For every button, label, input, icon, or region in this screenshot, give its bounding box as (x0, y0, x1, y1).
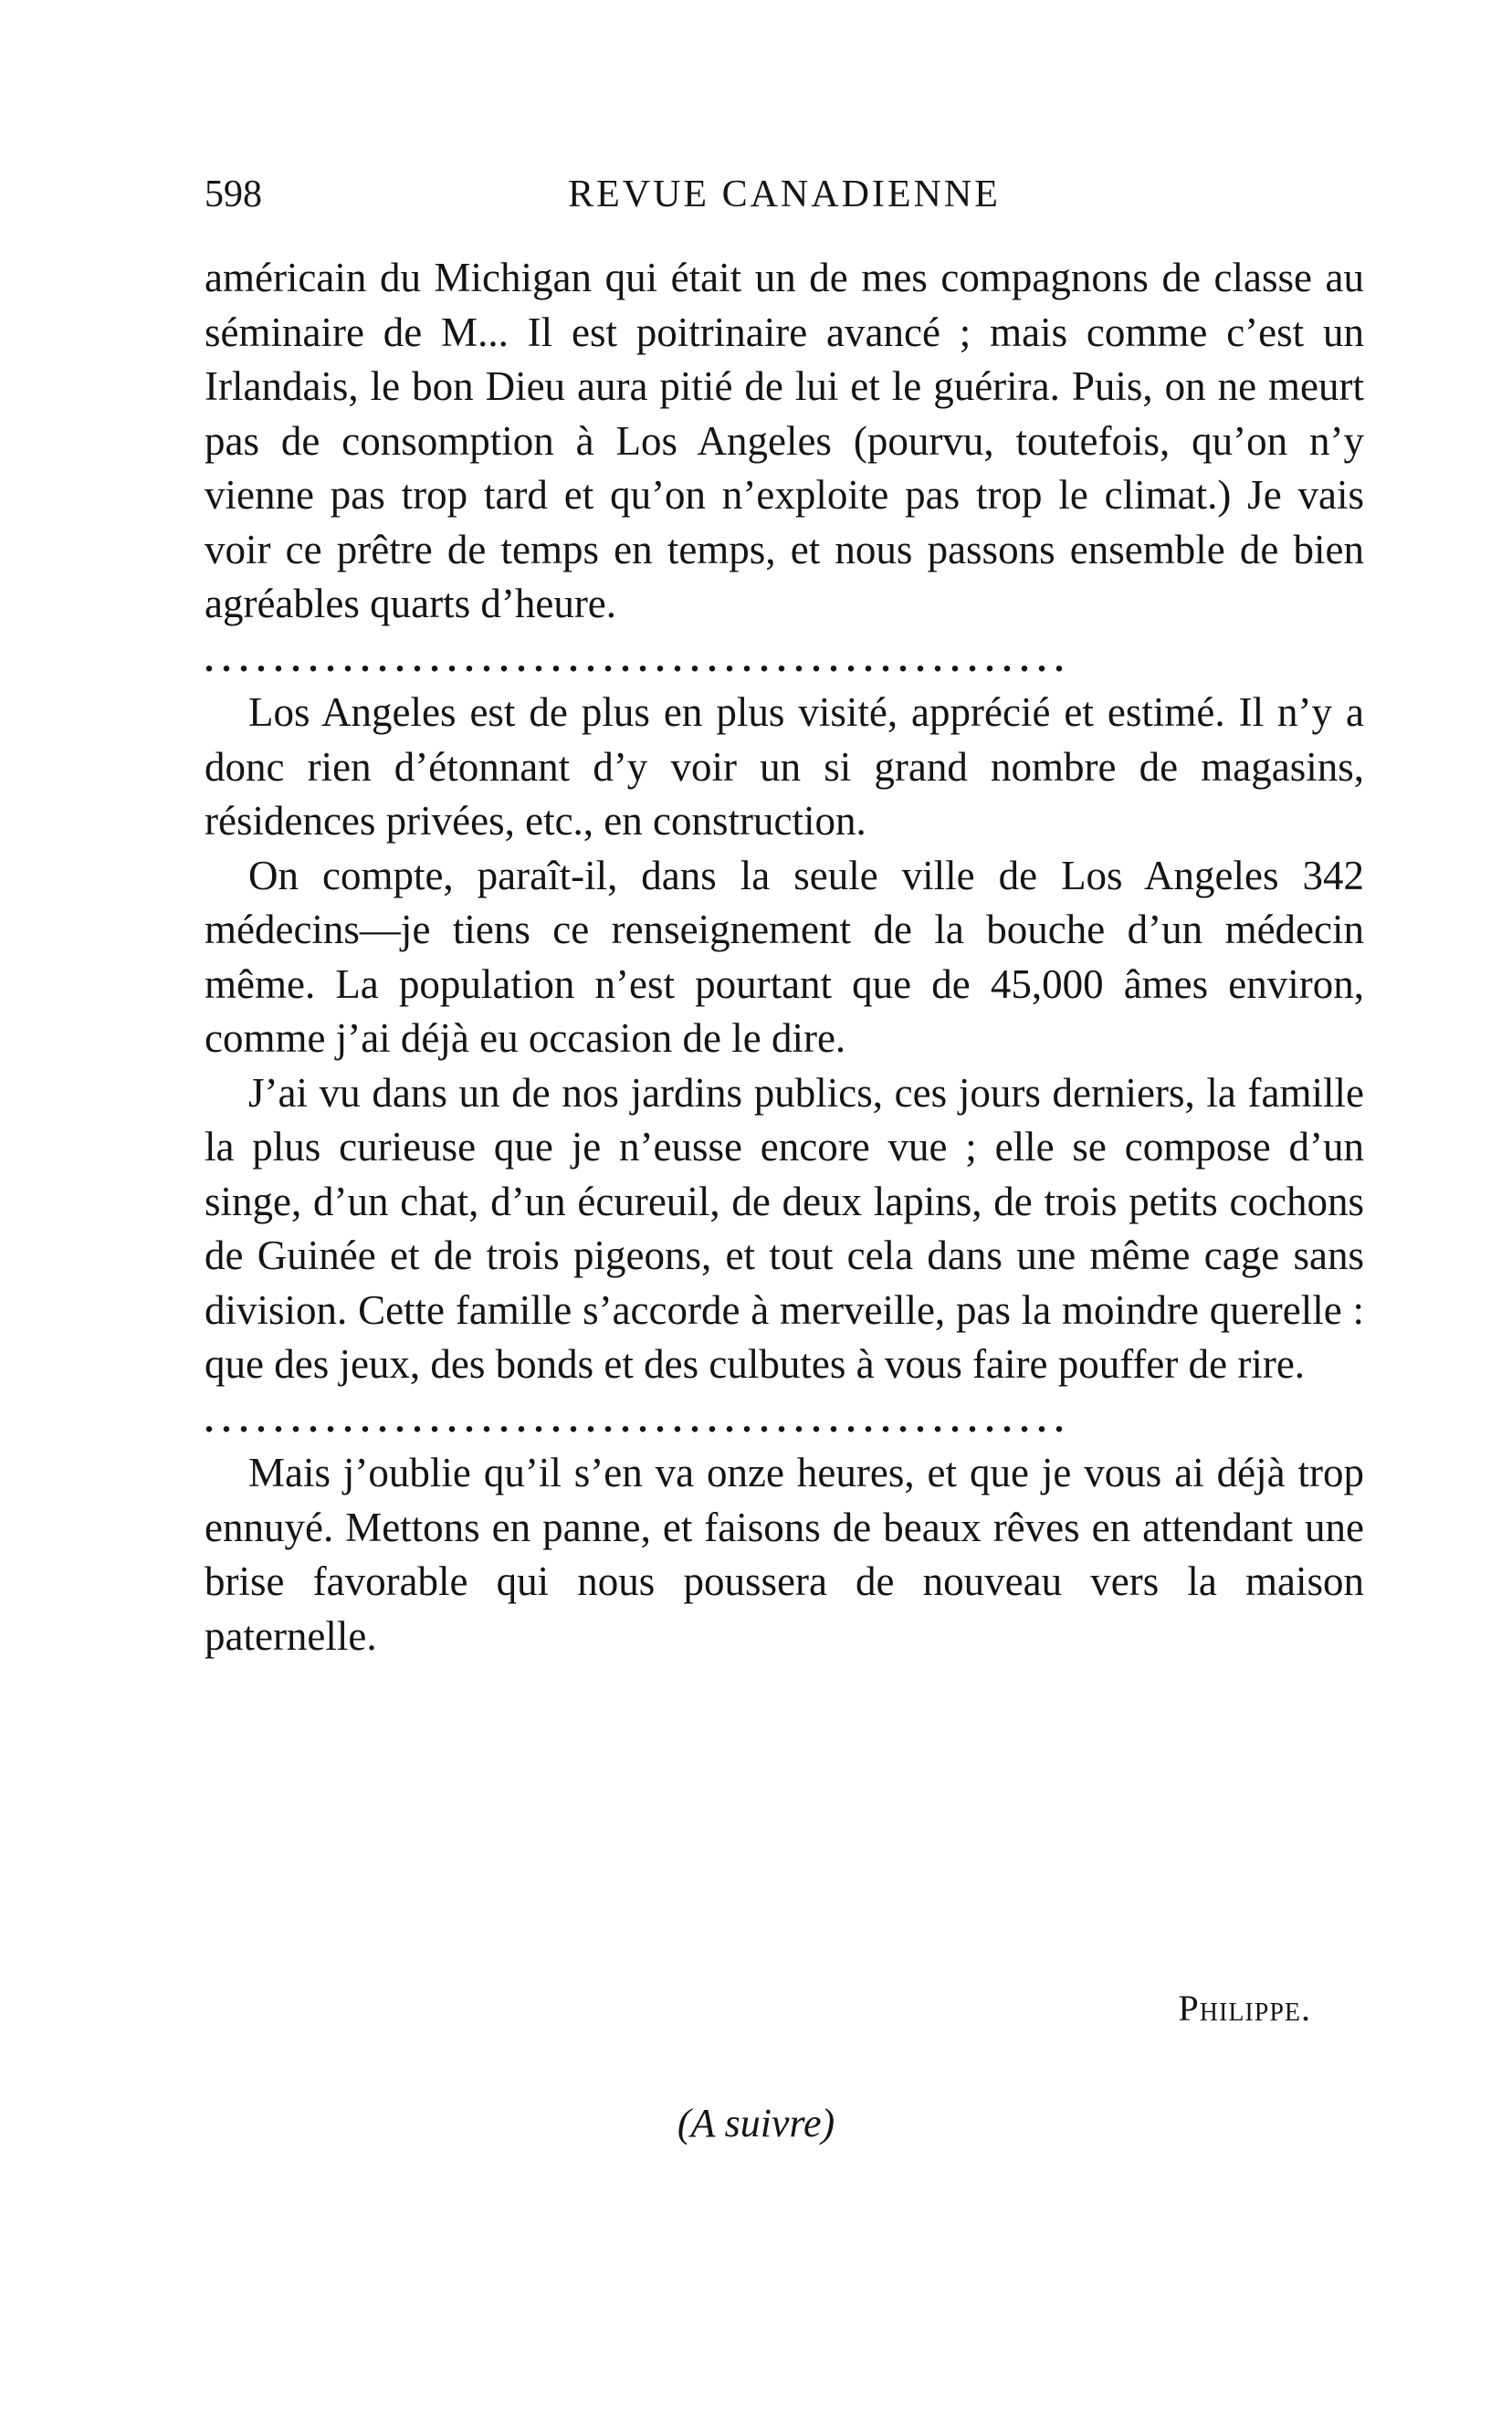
paragraph-los-angeles-visite: Los Angeles est de plus en plus visité, apprécié et estimé. Il n’y a donc rien d’étonnant d’y voir un si grand nombre de magasins, résidences privées, etc., en construction. (205, 689, 1364, 844)
continued-note: (A suivre) (677, 2101, 835, 2145)
body-text (205, 251, 1364, 1663)
dotted-separator-2: .................................................. (205, 1398, 1072, 1440)
page-header (205, 172, 1364, 217)
paragraph-medecins: On compte, paraît-il, dans la seule ville de Los Angeles 342 médecins—je tiens ce renseignement de la bouche d’un médecin même. La population n’est pourtant que de 45,000 âmes environ, comme j’ai déjà eu occasion de le dire. (205, 852, 1364, 1061)
dotted-separator-1: .................................................. (205, 637, 1072, 679)
author-signature: Philippe. (1178, 1988, 1311, 2029)
page-number: 598 (205, 173, 262, 215)
paragraph-continuation: américain du Michigan qui était un de mes compagnons de classe au séminaire de M... Il est poitrinaire avancé ; mais comme c’est un Irlandais, le bon Dieu aura pitié de lui et le guérira. Puis, on ne meurt pas de consomption à Los Angeles (pourvu, toutefois, qu’on n’y vienne pas trop tard et qu’on n’exploite pas trop le climat.) Je vais voir ce prêtre de temps en temps, et nous passons ensemble de bien agréables quarts d’heure. (205, 255, 1364, 626)
paragraph-famille-curieuse: J’ai vu dans un de nos jardins publics, ces jours derniers, la famille la plus curieuse que je n’eusse encore vue ; elle se compose d’un singe, d’un chat, d’un écureuil, de deux lapins, de trois petits cochons de Guinée et de trois pigeons, et tout cela dans une même cage sans division. Cette famille s’accorde à merveille, pas la moindre querelle : que des jeux, des bonds et des culbutes à vous faire pouffer de rire. (205, 1069, 1364, 1387)
paragraph-closing: Mais j’oublie qu’il s’en va onze heures, et que je vous ai déjà trop ennuyé. Mettons en panne, et faisons de beaux rêves en attendant une brise favorable qui nous poussera de nouveau vers la maison paternelle. (205, 1450, 1364, 1659)
running-title: REVUE CANADIENNE (568, 173, 1001, 215)
